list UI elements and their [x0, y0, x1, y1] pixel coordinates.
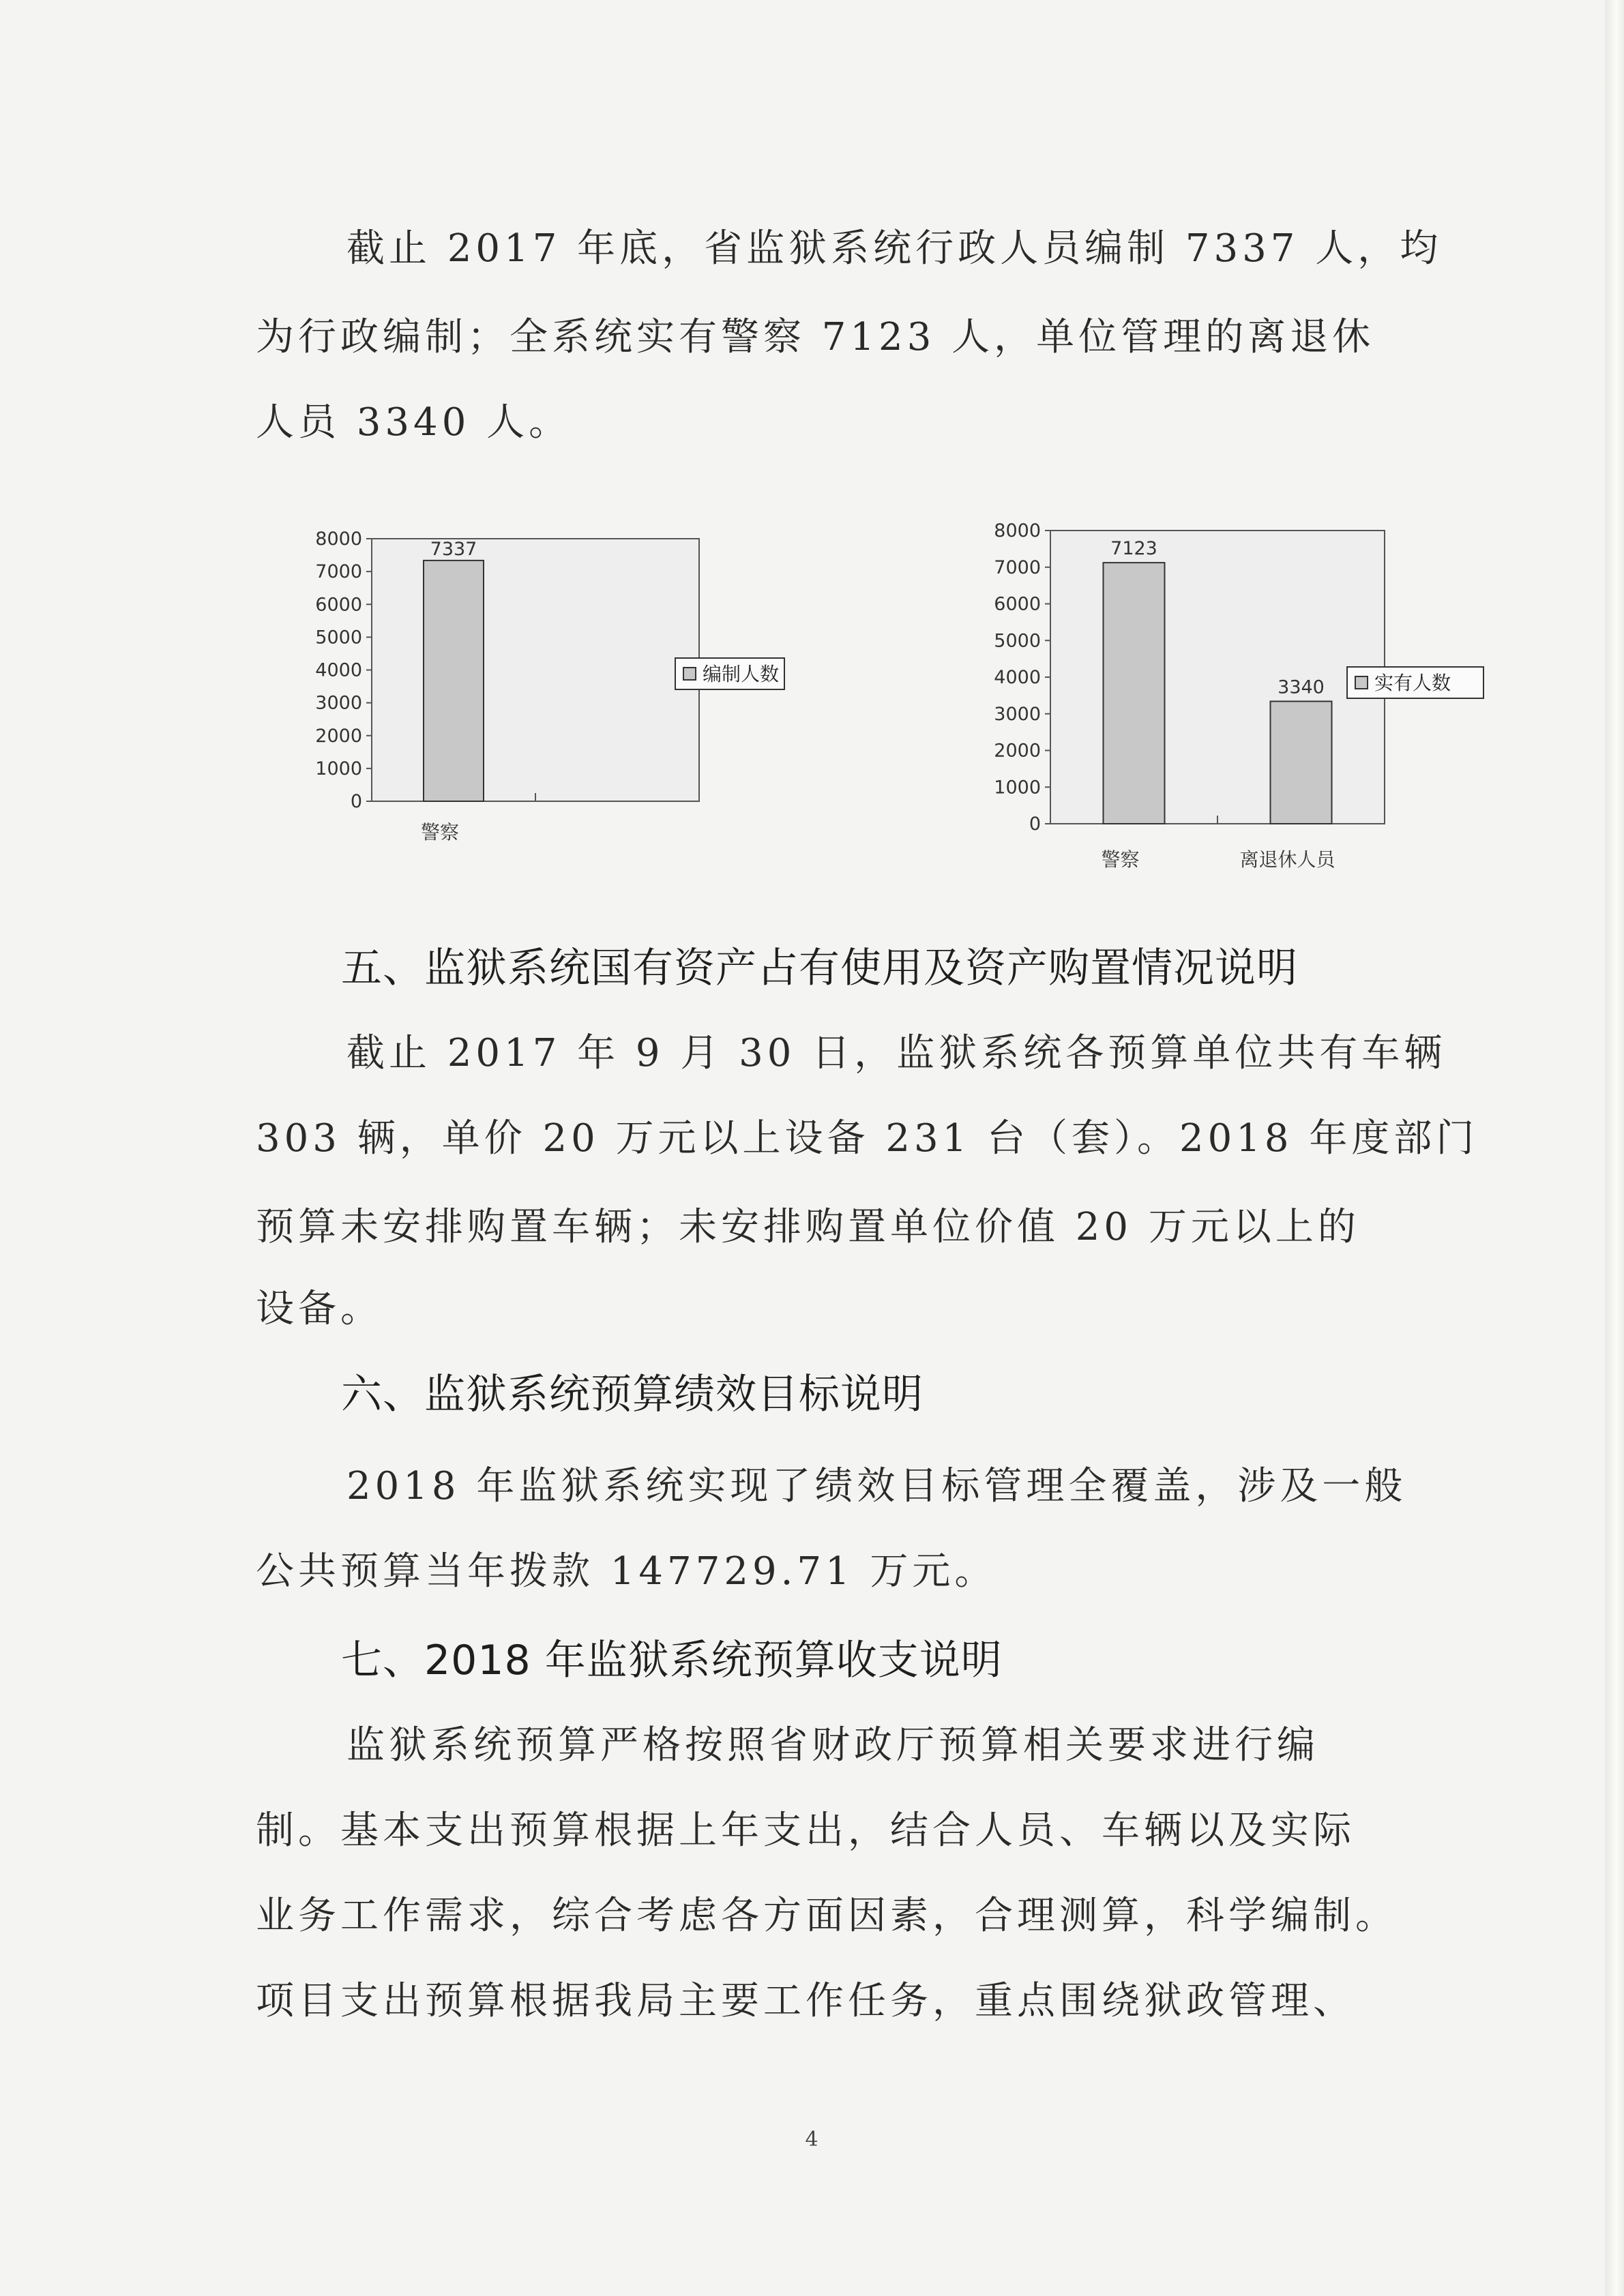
- y-tick-label: 1000: [315, 758, 362, 779]
- plot-area: [372, 539, 699, 801]
- legend-label: 编制人数: [703, 663, 780, 685]
- section6-line-2: 公共预算当年拨款 147729.71 万元。: [256, 1549, 997, 1594]
- data-label: 7123: [1110, 538, 1157, 560]
- y-tick-label: 0: [1029, 814, 1041, 835]
- intro-line-2: 为行政编制；全系统实有警察 7123 人，单位管理的离退休: [256, 315, 1375, 359]
- y-tick-label: 7000: [994, 556, 1041, 578]
- bar: [424, 561, 484, 801]
- section7-line-4: 项目支出预算根据我局主要工作任务，重点围绕狱政管理、: [256, 1979, 1355, 2023]
- bar: [1104, 563, 1165, 824]
- heading-section-5: 五、监狱系统国有资产占有使用及资产购置情况说明: [341, 944, 1298, 992]
- section7-line-3: 业务工作需求，综合考虑各方面因素，合理测算，科学编制。: [256, 1894, 1398, 1938]
- y-tick-label: 8000: [315, 528, 362, 550]
- section5-line-4: 设备。: [256, 1287, 383, 1331]
- chart-actual-staff: [928, 511, 1501, 896]
- y-tick-label: 3000: [994, 703, 1041, 725]
- bar: [1271, 701, 1332, 824]
- intro-line-3: 人员 3340 人。: [256, 400, 572, 445]
- data-label: 3340: [1278, 676, 1325, 698]
- chart-staffing-quota: [293, 518, 825, 862]
- y-tick-label: 2000: [994, 740, 1041, 762]
- y-tick-label: 3000: [315, 692, 362, 714]
- chart-actual-staff-svg: [928, 511, 1501, 893]
- page-number: 4: [805, 2128, 818, 2151]
- legend-label: 实有人数: [1374, 672, 1451, 694]
- section7-line-1: 监狱系统预算严格按照省财政厅预算相关要求进行编: [346, 1723, 1319, 1768]
- y-tick-label: 5000: [994, 630, 1041, 652]
- section5-line-1: 截止 2017 年 9 月 30 日，监狱系统各预算单位共有车辆: [346, 1031, 1447, 1075]
- y-tick-label: 4000: [994, 667, 1041, 688]
- category-label: 警察: [1101, 848, 1140, 871]
- y-tick-label: 0: [350, 791, 362, 812]
- y-tick-label: 6000: [315, 594, 362, 616]
- section6-line-1: 2018 年监狱系统实现了绩效目标管理全覆盖，涉及一般: [346, 1464, 1407, 1508]
- section5-line-3: 预算未安排购置车辆；未安排购置单位价值 20 万元以上的: [256, 1205, 1360, 1249]
- y-tick-label: 2000: [315, 725, 362, 747]
- y-tick-label: 7000: [315, 561, 362, 583]
- category-label: 离退休人员: [1239, 848, 1335, 871]
- scan-edge: [1605, 0, 1624, 2296]
- legend-swatch: [1355, 676, 1368, 689]
- heading-section-6: 六、监狱系统预算绩效目标说明: [341, 1371, 924, 1418]
- category-label: 警察: [420, 821, 460, 844]
- y-tick-label: 8000: [994, 520, 1041, 541]
- chart-staffing-quota-svg: [293, 518, 825, 859]
- section7-line-2: 制。基本支出预算根据上年支出，结合人员、车辆以及实际: [256, 1808, 1355, 1853]
- data-label: 7337: [430, 538, 477, 560]
- legend-swatch: [683, 668, 696, 680]
- plot-area: [1050, 531, 1385, 824]
- y-tick-label: 6000: [994, 593, 1041, 615]
- y-tick-label: 4000: [315, 659, 362, 681]
- y-tick-label: 1000: [994, 777, 1041, 799]
- section5-line-2: 303 辆，单价 20 万元以上设备 231 台（套）。2018 年度部门: [256, 1116, 1479, 1161]
- intro-line-1: 截止 2017 年底，省监狱系统行政人员编制 7337 人，均: [346, 226, 1443, 271]
- heading-section-7: 七、2018 年监狱系统预算收支说明: [341, 1637, 1003, 1684]
- y-tick-label: 5000: [315, 627, 362, 648]
